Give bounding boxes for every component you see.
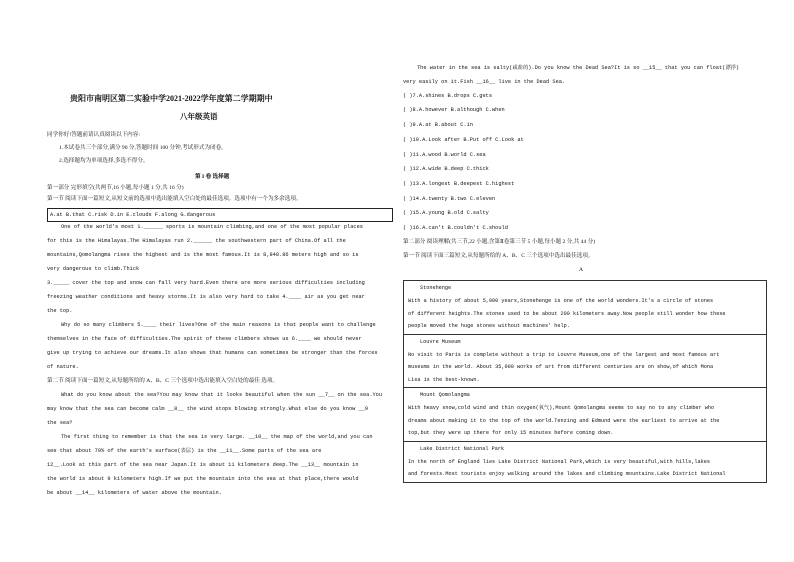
passage-line: No visit to Paris is complete without a trip to Louvre Museum,one of the largest and most famous art — [408, 351, 720, 358]
question-item: ( )13.A.longest B.deepest C.highest — [403, 181, 515, 187]
notice-line-0: 同学你好!答题前请认真阅读以下内容: — [47, 132, 140, 138]
passage-title: Lake District National Park — [420, 445, 505, 452]
passage-line: dreams about making it to the top of the world.Tenzing and Edmund were the earliest to arrive at the — [408, 417, 720, 424]
passage-stonehenge — [404, 281, 767, 335]
passage-line: of different heights.The stones used to be about 200 kilometers away.Now people still wonder how these — [408, 310, 726, 317]
passage2-line: the sea? — [47, 420, 73, 426]
question-item: ( )16.A.can't B.couldn't C.should — [403, 225, 508, 231]
question-item: ( )15.A.young B.old C.salty — [403, 210, 489, 216]
passage-line: and forests.Most tourists enjoy walking around the lakes and climbing mountains.Lake District National — [408, 471, 726, 477]
passage1-line: the top. — [47, 308, 73, 314]
options-box: A.at B.that C.risk D.in E.clouds F.along G.dangerous — [47, 208, 393, 222]
passage-line: With a history of about 5,000 years,Stonehenge is one of the world wonders.It's a circle of stones — [408, 298, 714, 304]
passage-qomolangma — [404, 388, 767, 442]
question-item: ( )14.A.twenty B.two C.eleven — [403, 196, 496, 202]
passage-title: Louvre Museum — [420, 338, 461, 345]
question-item: ( )11.A.wood B.world C.sea — [403, 152, 486, 158]
passage-title: Mount Qomolangma — [420, 392, 470, 398]
passage-letter: A — [579, 267, 584, 273]
passage1-line: of nature. — [47, 364, 79, 370]
passage-lake-district — [404, 441, 767, 482]
question-item: ( )12.A.wide B.deep C.thick — [403, 166, 489, 172]
part2-section1: 第一节 阅读下面三篇短文,从每题所给的 A、B、C 三个选项中选出最佳选项。 — [403, 253, 594, 259]
volume-heading: 第 I 卷 选择题 — [195, 174, 230, 180]
passage1-line: themselves in the face of difficulties.The spirit of these climbers shows us 6.____ we should never — [47, 336, 362, 342]
question-item: ( )7.A.shines B.drops C.gets — [403, 93, 493, 99]
passage1-line: Why do so many climbers 5.____ their lives?One of the main reasons is that people want to challenge — [61, 322, 376, 328]
passage-line: In the north of England lies Lake District National Park,which is very beautiful,with hills,lakes — [408, 458, 710, 465]
passage-line: With heavy snow,cold wind and thin oxygen(氧气),Mount Qomolangma seems to say no to any climber who — [408, 405, 715, 411]
passage1-line: give up trying to achieve our dreams.It also shows that humans can sometimes be stronger than the forces — [47, 350, 378, 356]
part1-section1: 第一节 阅读下面一篇短文,从短文前的选项中选出能填入空白处的最佳选项。选项中有一个为多余选项。 — [47, 196, 302, 202]
question-item: ( )10.A.Look after B.Put off C.Look at — [403, 137, 524, 143]
part1-section2: 第二节 阅读下面一篇短文,从每题所给的 A、B、C 三个选项中选出能填入空白处的最佳 选项。 — [47, 378, 279, 384]
passage1-line: very dangerous to climb.Thick — [47, 266, 140, 272]
passage1-line: freezing weather conditions and heavy storms.It is also very hard to take 4.____ air as you get near — [47, 294, 365, 300]
passage2-line: may know that the sea can become calm __8__ the wind stops blowing strongly.What else do you know __9 — [47, 406, 369, 412]
passage2-cont-line: The water in the sea is salty(咸盐的).Do you know the Dead Sea?It is so __15__ that you can float(漂浮) — [417, 65, 740, 71]
passage2-line: be about __14__ kilometers of water above the mountain. — [47, 490, 222, 496]
question-item: ( )9.A.at B.about C.in — [403, 122, 473, 128]
passage2-line: see that about 70% of the earth's surface(表层) is the __11__.Some parts of the sea are — [47, 448, 322, 454]
passage-line: museums in the world. About 35,000 works of art from different centuries are on show,of which Mona — [408, 364, 714, 370]
passage1-line: 3._____ cover the top and snow can fall very hard.Even there are more serious difficulties including — [47, 280, 365, 286]
passage-line: Lisa is the best-known. — [408, 376, 480, 383]
part1-heading: 第一部分 完形填空(共两节,16 小题,每小题 1 分,共 16 分) — [47, 185, 184, 191]
notice-line-2: 2.选择题均为单项选择,多选不得分。 — [59, 158, 149, 164]
passage1-line: One of the world's most 1.______ sports is mountain climbing,and one of the most popular places — [61, 224, 363, 230]
notice-line-1: 1.本试卷共三个部分,满分 90 分,答题时间 100 分钟,考试形式为闭卷。 — [59, 145, 227, 151]
passage1-line: for this is the Himalayas.The Himalayas run 2.______ the southwestern part of China.Of all the — [47, 238, 346, 244]
passage-line: people moved the huge stones without machines' help. — [408, 323, 570, 329]
passage2-line: The first thing to remember is that the sea is very large. __10__ the map of the world,and you can — [61, 434, 373, 440]
passage-line: top,but they were up there for only 15 minutes before coming down. — [408, 430, 614, 436]
exam-title: 贵阳市南明区第二实验中学2021-2022学年度第二学期期中 — [70, 94, 273, 103]
passage2-line: 12__.Look at this part of the sea near Japan.It is about 11 kilometers deep.The __13__ mountain in — [47, 462, 359, 468]
passage-louvre — [404, 334, 767, 388]
passage1-line: mountains,Qomolangma rises the highest and is the most famous.It is 8,848.86 meters high and so is — [47, 252, 359, 258]
part2-heading: 第二部分 阅读理解(共三节,22 小题,含第Ⅱ卷第三节 5 小题,每小题 2 分,共 44 分) — [403, 239, 596, 245]
question-item: ( )8.A.however B.although C.when — [403, 107, 505, 113]
exam-subtitle: 八年级英语 — [180, 112, 218, 121]
passage2-cont-line: very easily on it.Fish __16__ live in the Dead Sea. — [403, 79, 566, 85]
passage2-line: What do you know about the sea?You may know that it looks beautiful when the sun __7__ on the sea.You — [61, 392, 383, 398]
passage-title: Stonehenge — [420, 285, 452, 291]
passages-table — [403, 280, 767, 483]
passage2-line: the world is about 9 kilometers high.If we put the mountain into the sea at that place,there would — [47, 476, 359, 482]
